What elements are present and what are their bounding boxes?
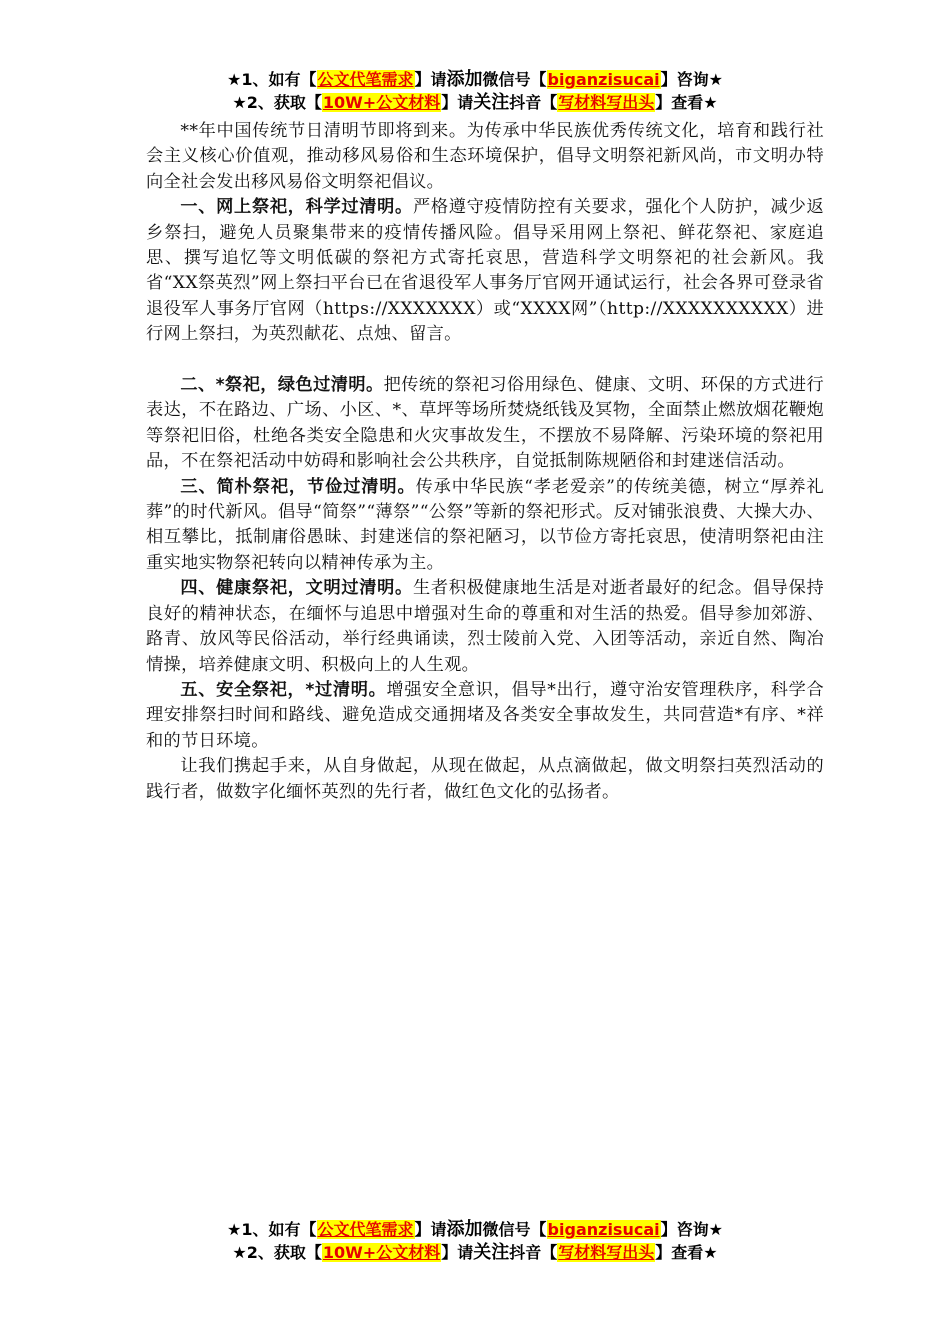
section-heading: 二、*祭祀，绿色过清明。 bbox=[180, 375, 384, 396]
closing-paragraph: 让我们携起手来，从自身做起，从现在做起，从点滴做起，做文明祭扫英烈活动的践行者，做数字化缅怀英烈的先行者，做红色文化的弘扬者。 bbox=[146, 756, 824, 802]
banner-text: 微信号【 bbox=[482, 70, 547, 89]
highlight-materials: 10W+公文材料 bbox=[322, 93, 441, 112]
banner-emphasis: 添加 bbox=[446, 69, 483, 90]
section-body: 把传统的祭祀习俗用绿色、健康、文明、环保的方式进行表达，不在路边、广场、小区、*、草坪等场所焚烧纸钱及冥物，全面禁止燃放烟花鞭炮等祭祀旧俗，杜绝各类安全隐患和火灾事故发生，不摆放不易降解、污染环境的祭祀用品，不在祭祀活动中妨碍和影响社会公共秩序，自觉抵制陈规陋俗和封建迷信活动。 bbox=[146, 375, 824, 472]
banner-text: 】请 bbox=[414, 1220, 447, 1239]
section-body: 严格遵守疫情防控有关要求，强化个人防护，减少返乡祭扫，避免人员聚集带来的疫情传播风险。倡导采用网上祭祀、鲜花祭祀、家庭追思、撰写追忆等文明低碳的祭祀方式寄托哀思，营造科学文明祭祀的社会新风。我省“XX祭英烈”网上祭扫平台已在省退役军人事务厅官网开通试运行，社会各界可登录省退役军人事务厅官网（https://XXXXXXX）或“XXXX网”（http://XXXXXXXXXX）进行网上祭扫，为英烈献花、点烛、留言。 bbox=[146, 197, 824, 345]
banner-text: 】查看★ bbox=[655, 93, 718, 112]
banner-text: ★2、获取【 bbox=[232, 1243, 322, 1262]
banner-line-2 bbox=[0, 1241, 950, 1264]
banner-emphasis: 添加 bbox=[446, 1219, 483, 1240]
section-body: 传承中华民族“孝老爱亲”的传统美德，树立“厚养礼葬”的时代新风。倡导“简祭”“薄祭”“公祭”等新的祭祀形式。反对铺张浪费、大操大办、相互攀比，抵制庸俗愚昧、封建迷信的祭祀陋习，以节俭方寄托哀思，使清明祭祀由注重实地实物祭祀转向以精神传承为主。 bbox=[146, 476, 824, 573]
banner-emphasis: 关注 bbox=[473, 92, 510, 113]
banner-line-1 bbox=[0, 68, 950, 91]
section-heading: 一、网上祭祀，科学过清明。 bbox=[180, 197, 413, 218]
section-paragraph bbox=[146, 475, 824, 577]
highlight-douyin: 写材料写出头 bbox=[558, 1243, 655, 1262]
section-paragraph bbox=[146, 678, 824, 754]
banner-line-2 bbox=[0, 91, 950, 114]
section-paragraph bbox=[146, 373, 824, 475]
banner-text: 抖音【 bbox=[509, 93, 558, 112]
highlight-wechat-id: biganzisucai bbox=[547, 70, 660, 89]
highlight-wechat-id: biganzisucai bbox=[547, 1220, 660, 1239]
banner-text: ★1、如有【 bbox=[227, 1220, 317, 1239]
top-banner bbox=[0, 68, 950, 114]
section-body: 生者积极健康地生活是对逝者最好的纪念。倡导保持良好的精神状态，在缅怀与追思中增强对生命的尊重和对生活的热爱。倡导参加郊游、路青、放风等民俗活动，举行经典诵读，烈士陵前入党、入团等活动，亲近自然、陶冶情操，培养健康文明、积极向上的人生观。 bbox=[146, 578, 824, 675]
bottom-banner bbox=[0, 1218, 950, 1264]
intro-paragraph: **年中国传统节日清明节即将到来。为传承中华民族优秀传统文化，培育和践行社会主义核心价值观，推动移风易俗和生态环境保护，倡导文明祭祀新风尚，市文明办特向全社会发出移风易俗文明祭祀倡议。 bbox=[146, 121, 824, 192]
section-heading: 五、安全祭祀，*过清明。 bbox=[180, 679, 387, 700]
banner-text: 】咨询★ bbox=[660, 70, 723, 89]
banner-text: 抖音【 bbox=[509, 1243, 558, 1262]
section-paragraph bbox=[146, 195, 824, 347]
section-heading: 四、健康祭祀，文明过清明。 bbox=[180, 578, 413, 599]
highlight-service: 公文代笔需求 bbox=[317, 1220, 414, 1239]
banner-line-1 bbox=[0, 1218, 950, 1241]
highlight-douyin: 写材料写出头 bbox=[558, 93, 655, 112]
banner-text: 】查看★ bbox=[655, 1243, 718, 1262]
banner-text: 】咨询★ bbox=[660, 1220, 723, 1239]
highlight-materials: 10W+公文材料 bbox=[322, 1243, 441, 1262]
section-paragraph bbox=[146, 576, 824, 678]
banner-text: ★1、如有【 bbox=[227, 70, 317, 89]
highlight-service: 公文代笔需求 bbox=[317, 70, 414, 89]
banner-text: 】请 bbox=[441, 93, 474, 112]
banner-text: 微信号【 bbox=[482, 1220, 547, 1239]
banner-text: ★2、获取【 bbox=[232, 93, 322, 112]
document-body bbox=[146, 119, 824, 805]
banner-text: 】请 bbox=[441, 1243, 474, 1262]
section-body: 增强安全意识，倡导*出行，遵守治安管理秩序，科学合理安排祭扫时间和路线、避免造成交通拥堵及各类安全事故发生，共同营造*有序、*祥和的节日环境。 bbox=[146, 679, 824, 751]
banner-text: 】请 bbox=[414, 70, 447, 89]
section-heading: 三、简朴祭祀，节俭过清明。 bbox=[180, 476, 416, 497]
banner-emphasis: 关注 bbox=[473, 1242, 510, 1263]
